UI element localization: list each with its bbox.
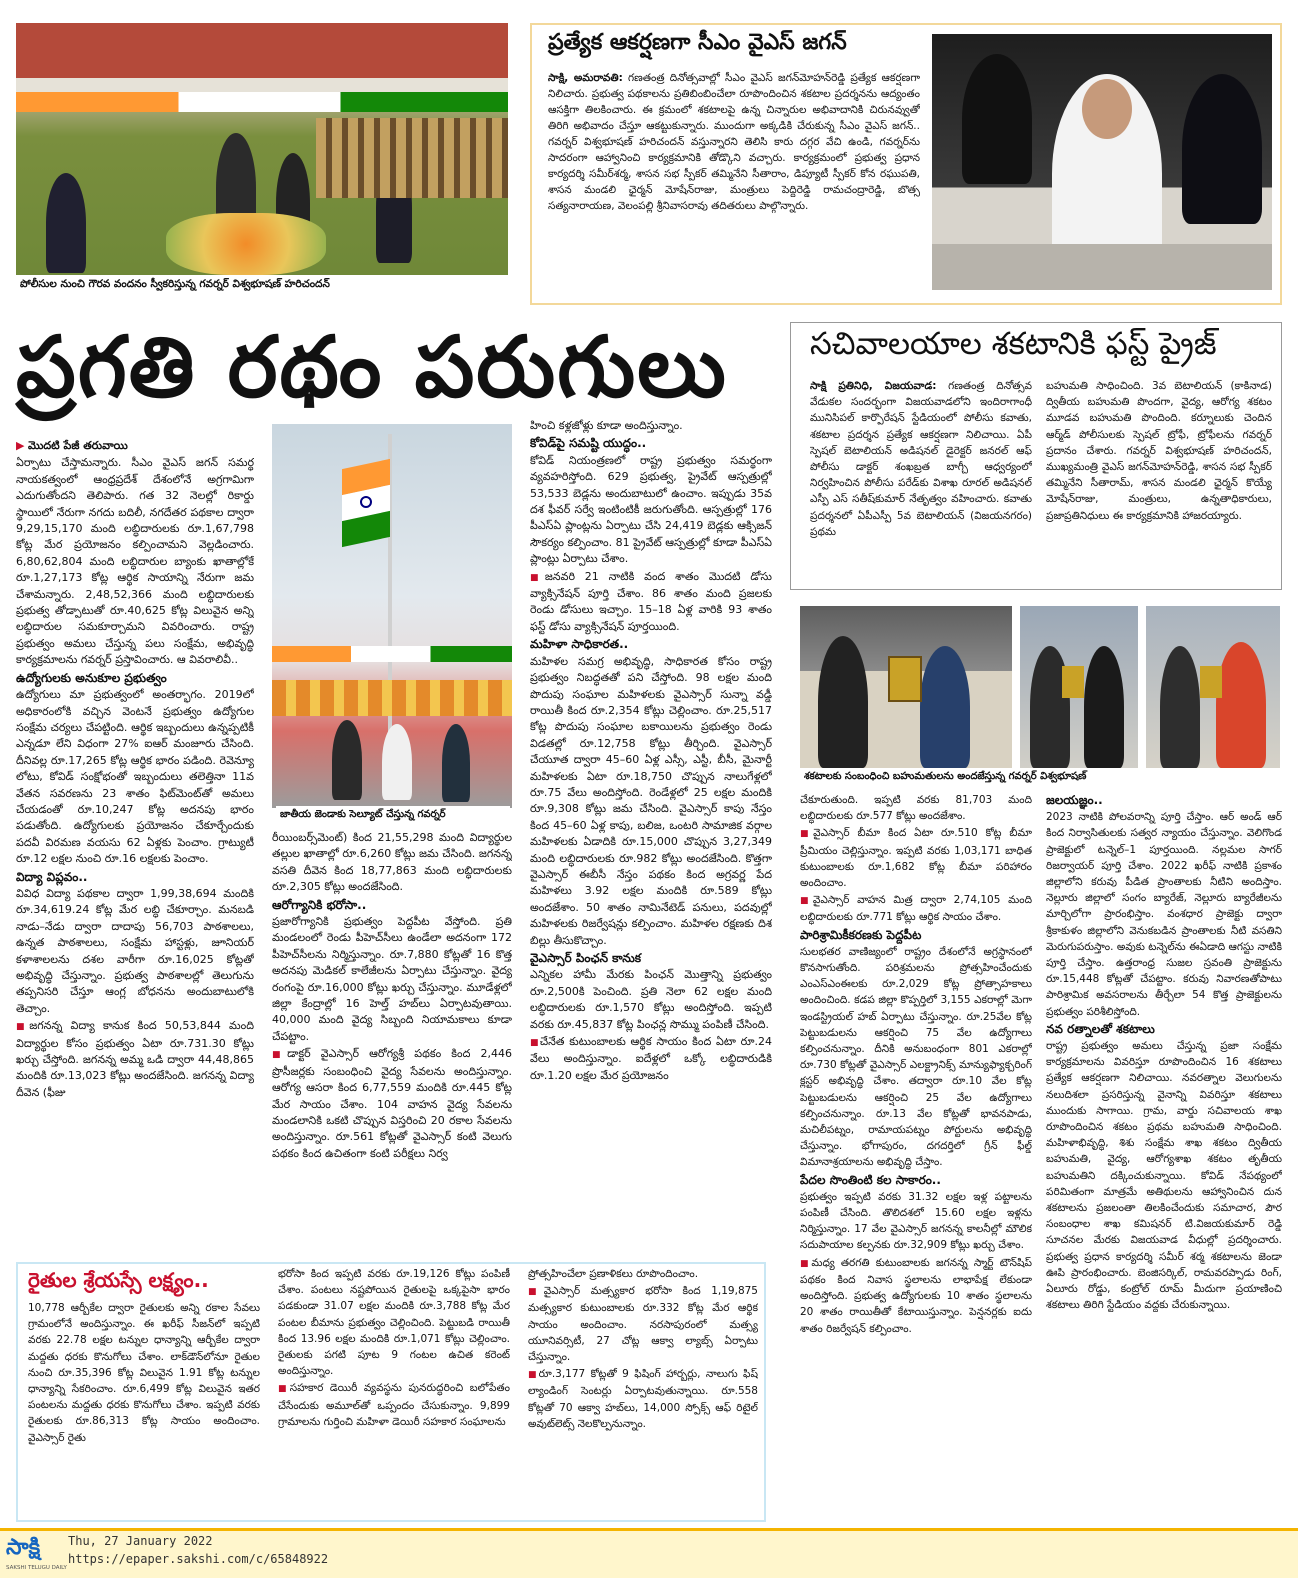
- prize-text-right: [1046, 378, 1272, 584]
- prize-left-body: గణతంత్ర దినోత్సవ వేడుకల సందర్భంగా విజయవాడలోని ఇందిరాగాంధీ మునిసిపల్ కార్పొరేషన్ స్టేడియంలో పోలీసు కవాతు, శకటాల ప్రదర్శన ప్రత్యేక ఆకర్షణగా నిలిచాయి. ఏపీ స్పెషల్ బెటాలియన్ అడిషనల్ డైరెక్టర్ జనరల్ ఆఫ్ పోలీసు డాక్టర్ శంఖబ్రత బాగ్చీ ఆధ్వర్యంలో నిర్వహించిన పోలీసు పరేడ్‌కు విశాఖ రూరల్ అడిషనల్ ఎస్పీ ఎస్ సతీష్‌కుమార్ నేతృత్వం వహించారు. కవాతు ప్రదర్శనలో ఏపీఎస్పీ 5వ బెటాలియన్ (విజయనగరం) ప్రథమ: [810, 380, 1032, 538]
- col4-bullet-para: ■ మధ్య తరగతి కుటుంబాలకు జగనన్న స్మార్ట్ టౌన్‌షిప్ పథకం కింద నివాస స్థలాలను లాభాపేక్ష లేకుండా అందిస్తోంది. ప్రభుత్వ ఉద్యోగులకు 10 శాతం స్థలాలను 20 శాతం రాయితీతో కేటాయిస్తున్నాం. పెన్షనర్లకు ఐదు శాతం రిజర్వేషన్ కల్పించాం.: [800, 1255, 1032, 1337]
- col4-bullet-para: ■ వైఎస్సార్ వాహన మిత్ర ద్వారా 2,74,105 మంది లబ్ధిదారులకు రూ.771 కోట్లు ఆర్థిక సాయం చేశాం.: [800, 892, 1032, 925]
- col1-para: ఉద్యోగులు మా ప్రభుత్వంలో అంతర్భాగం. 2019లో అధికారంలోకి వచ్చిన వెంటనే ప్రభుత్వం ఉద్యోగుల సంక్షేమ చర్యలు చేపట్టింది. ఆర్థిక ఇబ్బందులు ఉన్నప్పటికీ ఎన్నడూ లేని విధంగా 27% ఐఆర్ మంజూరు చేసింది. దీనివల్ల రూ.17,265 కోట్ల ఆర్థిక భారం పడింది. రెవెన్యూ లోటు, కోవిడ్ సంక్షోభంతో ఇబ్బందులు తలెత్తినా 11వ వేతన సవరణను 23 శాతం ఫిట్‌మెంట్‌తో అమలు చేయడంతో రూ.10,247 కోట్ల అదనపు భారం పడుతోంది. ఉద్యోగులకు ప్రయోజనం చేకూర్చేందుకు పదవీ విరమణ వయసు 62 ఏళ్లకు పెంచాం. గ్రాట్యుటీ రూ.12 లక్షల నుంచి రూ.16 లక్షలకు పెంచాం.: [16, 688, 254, 866]
- cm-photo: [932, 34, 1272, 290]
- col3-subhead: మహిళా సాధికారత..: [530, 637, 629, 652]
- farmers-col-3: [528, 1266, 758, 1518]
- col3-bullet-para: ■ చేనేత కుటుంబాలకు ఆర్థిక సాయం కింద ఏటా రూ.24 వేలు అందిస్తున్నాం. ఐదేళ్లలో ఒక్కో లబ్ధిదారుడికి రూ.1.20 లక్షల మేర ప్రయోజనం: [530, 1034, 772, 1084]
- col3-para: మహిళల సమగ్ర అభివృద్ధి, సాధికారత కోసం రాష్ట్ర ప్రభుత్వం నిబద్ధతతో పని చేస్తోంది. 98 లక్షల మంది పొదుపు సంఘాల మహిళలకు వైఎస్సార్ సున్నా వడ్డీ రాయితీ కింద రూ.2,354 కోట్లు చెల్లించాం. రూ.25,517 కోట్ల పొదుపు సంఘాల బకాయిలను ప్రభుత్వం రెండు విడతల్లో రూ.12,758 కోట్లు తీర్చింది. వైఎస్సార్ చేయూత ద్వారా 45–60 ఏళ్ల ఎస్సీ, ఎస్టీ, బీసీ, మైనార్టీ మహిళలకు ఏటా రూ.18,750 చొప్పున నాలుగేళ్లలో రూ.75 వేలు అందిస్తోంది. రెండేళ్లలో 25 లక్షల మందికి రూ.9,308 కోట్లు జమ చేసింది. వైఎస్సార్ కాపు నేస్తం కింద 45–60 ఏళ్ల కాపు, బలిజ, ఒంటరి సామాజిక వర్గాల మహిళలకు ఏడాదికి రూ.15,000 చొప్పున 3,27,349 మంది లబ్ధిదారులకు రూ.982 కోట్లు అందజేసింది. కొత్తగా వైఎస్సార్ ఈబీసీ నేస్తం పథకం కింద అగ్రవర్ణ పేద మహిళలు 3.92 లక్షల మందికి రూ.589 కోట్లు అందజేశాం. 50 శాతం నామినేటెడ్ పనులు, పదవుల్లో మహిళలకు రిజర్వేషన్లు కల్పించాం. మహిళల రక్షణకు దిశ బిల్లు తీసుకొచ్చాం.: [530, 654, 772, 947]
- edition-date: Thu, 27 January 2022: [68, 1534, 213, 1548]
- prize-headline: సచివాలయాల శకటానికి ఫస్ట్ ప్రైజ్: [810, 326, 1217, 362]
- farmers-bullet-para: ■ సహకార డెయిరీ వ్యవస్థను పునరుద్ధరించి బలోపేతం చేసేందుకు అమూల్‌తో ఒప్పందం చేసుకున్నాం. 9,899 గ్రామాలను గుర్తించి మహిళా డెయిరీ సహకార సంఘాలను: [278, 1380, 510, 1430]
- col1-para: వివిధ విద్యా పథకాల ద్వారా 1,99,38,694 మందికి రూ.34,619.24 కోట్ల మేర లబ్ధి చేకూర్చాం. మనబడి నాడు–నేడు ద్వారా దాదాపు 56,703 పాఠశాలలు, ఉన్నత పాఠశాలలు, సంక్షేమ హాస్టళ్లు, జూనియర్ కళాశాలలను దశల వారీగా రూ.16,025 కోట్లతో అభివృద్ధి చేస్తున్నాం. ప్రభుత్వ పాఠశాలల్లో తెలుగును తప్పనిసరి చేస్తూ ఆంగ్ల బోధనను అందుబాటులోకి తెచ్చాం.: [16, 886, 254, 1015]
- col4-bullet-para: ■ వైఎస్సార్ బీమా కింద ఏటా రూ.510 కోట్ల బీమా ప్రీమియం చెల్లిస్తున్నాం. ఇప్పటి వరకు 1,03,171 బాధిత కుటుంబాలకు రూ.1,682 కోట్ల బీమా పరిహారం అందించాం.: [800, 825, 1032, 891]
- article-column-1: ▶ మొదటి పేజీ తరువాయి ఏర్పాటు చేస్తామన్నారు. సీఎం వైఎస్ జగన్ సమర్థ నాయకత్వంలో ఆంధ్రప్రదేశ్ దేశంలోనే అగ్రగామిగా ఎదుగుతోందని తెలిపారు. గత 32 నెలల్లో రికార్డు స్థాయిలో నేరుగా నగదు బదిలీ, నగదేతర పథకాల ద్వారా 9,29,15,170 మంది లబ్ధిదారులకు రూ.1,67,798 కోట్ల మేర ప్రయోజనం కల్పించామని వెల్లడించారు. 6,80,62,804 మంది లబ్ధిదారుల బ్యాంకు ఖాతాల్లోకే రూ.1,27,173 కోట్ల ఆర్థిక సాయాన్ని నేరుగా జమ చేశామన్నారు. 2,48,52,366 మంది లబ్ధిదారులకు ప్రభుత్వ తోడ్పాటుతో రూ.40,625 కోట్ల విలువైన అన్ని లబ్ధిదారుల సమకూర్చామని వివరించారు. రాష్ట్ర ప్రభుత్వం అమలు చేస్తున్న పలు సంక్షేమ, అభివృద్ధి కార్యక్రమాలను గవర్నర్ ప్రస్తావించారు. ఆ వివరాలివీ.. ఉద్యోగులకు అనుకూల ప్రభుత్వం ఉద్యోగులు మా ప్రభుత్వంలో అంతర్భాగం. 2019లో అధికారంలోకి వచ్చిన వెంటనే ప్రభుత్వం ఉద్యోగుల సంక్షేమ చర్యలు చేపట్టింది. ఆర్థిక ఇబ్బందులు ఉన్నప్పటికీ ఎన్నడూ లేని విధంగా 27% ఐఆర్ మంజూరు చేసింది. దీనివల్ల రూ.17,265 కోట్ల ఆర్థిక భారం పడింది. రెవెన్యూ లోటు, కోవిడ్ సంక్షోభంతో ఇబ్బందులు తలెత్తినా 11వ వేతన సవరణను 23 శాతం ఫిట్‌మెంట్‌తో అమలు చేయడంతో రూ.10,247 కోట్ల అదనపు భారం పడుతోంది. ఉద్యోగులకు ప్రయోజనం చేకూర్చేందుకు పదవీ విరమణ వయసు 62 ఏళ్లకు పెంచాం. గ్రాట్యుటీ రూ.12 లక్షల నుంచి రూ.16 లక్షలకు పెంచాం. విద్యా విప్లవం.. వివిధ విద్యా పథకాల ద్వారా 1,99,38,694 మందికి రూ.34,619.24 కోట్ల మేర లబ్ధి చేకూర్చాం. మనబడి నాడు–నేడు ద్వారా దాదాపు 56,703 పాఠశాలలు, ఉన్నత పాఠశాలలు, సంక్షేమ హాస్టళ్లు, జూనియర్ కళాశాలలను దశల వారీగా రూ.16,025 కోట్లతో అభివృద్ధి చేస్తున్నాం. ప్రభుత్వ పాఠశాలల్లో తెలుగును తప్పనిసరి చేస్తూ ఆంగ్ల బోధనను అందుబాటులోకి తెచ్చాం. ■ జగనన్న విద్యా కానుక కింద 50,53,844 మంది విద్యార్థుల కోసం ప్రభుత్వం ఏటా రూ.731.30 కోట్లు ఖర్చు చేస్తోంది. జగనన్న అమ్మ ఒడి ద్వారా 44,48,865 మందికి రూ.13,023 కోట్లు అందజేసింది. జగనన్న విద్యా దీవెన (ఫీజు: [16, 438, 254, 1258]
- award-photo-1: [800, 606, 1012, 768]
- sakshi-logo[interactable]: [6, 1535, 67, 1571]
- cm-feature-text: [548, 70, 920, 300]
- col5-para: రాష్ట్ర ప్రభుత్వం అమలు చేస్తున్న ప్రజా సంక్షేమ కార్యక్రమాలను వివరిస్తూ రూపొందించిన 16 శకటాలు ప్రత్యేక ఆకర్షణగా నిలిచాయి. నవరత్నాల వెలుగులను నలుదిశలా ప్రసరిస్తున్న వైనాన్ని వివరిస్తూ శకటాలు ముందుకు సాగాయి. గ్రామ, వార్డు సచివాలయ శాఖ రూపొందించిన శకటం ప్రథమ బహుమతి సాధించింది. మహిళాభివృద్ధి, శిశు సంక్షేమ శాఖ శకటం ద్వితీయ బహుమతి, వైద్య, ఆరోగ్యశాఖ శకటం తృతీయ బహుమతిని దక్కించుకున్నాయి. కోవిడ్ నేపథ్యంలో పరిమితంగా మాత్రమే అతిథులను ఆహ్వానించిన దున శకటాలను ప్రజలంతా తిలకించేందుకు సమాచార, పౌర సంబంధాల శాఖ కమిషనర్ టి.విజయకుమార్ రెడ్డి సూచనల మేరకు విజయవాడ వీధుల్లో ప్రదర్శించారు. ప్రభుత్వ ప్రధాన కార్యదర్శి సమీర్ శర్మ శకటాలను జెండా ఊపి ప్రారంభించారు. బెంజిసర్కిల్, రామవరప్పాడు రింగ్, ఏలూరు రోడ్డు, కంట్రోల్ రూమ్ మీదుగా ప్రయాణించి శకటాలు తిరిగి స్టేడియం వద్దకు చేరుకున్నాయి.: [1046, 1040, 1282, 1312]
- col3-subhead: కోవిడ్‌పై సమష్టి యుద్ధం..: [530, 436, 647, 451]
- col5-subhead: నవ రత్నాలతో శకటాలు: [1046, 1021, 1155, 1036]
- col3-para: ఎన్నికల హామీ మేరకు పింఛన్ మొత్తాన్ని ప్రభుత్వం రూ.2,500కి పెంచింది. ప్రతి నెలా 62 లక్షల మంది లబ్ధిదారులకు రూ.1,570 కోట్లు అందిస్తోంది. ఇప్పటి వరకు రూ.45,837 కోట్ల పింఛన్ల సొమ్ము పంపిణీ చేసింది.: [530, 968, 772, 1031]
- flag-salute-caption: జాతీయ జెండాకు సెల్యూట్ చేస్తున్న గవర్నర్: [276, 806, 510, 824]
- cm-body: గణతంత్ర దినోత్సవాల్లో సీఎం వైఎస్ జగన్‌మోహన్‌రెడ్డి ప్రత్యేక ఆకర్షణగా నిలిచారు. ప్రభుత్వ పథకాలను ప్రతిబింబించేలా రూపొందించిన శకటాల ప్రదర్శనను ఆద్యంతం ఆసక్తిగా తిలకించారు. ఈ క్రమంలో శకటాలపై ఉన్న చిన్నారుల అభివాదానికి చిరునవ్వుతో తిరిగి అభివాదం చేస్తూ ఆకట్టుకున్నారు. ముందుగా అక్కడికి చేరుకున్న సీఎం వైఎస్ జగన్.. గవర్నర్ విశ్వభూషణ్ హరిచందన్ వస్తున్నారని తెలిసి కారు దగ్గర వేచి ఉండి, గవర్నర్‌ను సాదరంగా ఆహ్వానించి కార్యక్రమానికి తోడ్కొని వచ్చారు. కార్యక్రమంలో ప్రభుత్వ ప్రధాన కార్యదర్శి సమీర్‌శర్మ, శాసన సభ స్పీకర్ తమ్మినేని సీతారాం, డిప్యూటీ స్పీకర్ కోన రఘుపతి, శాసన మండలి ఛైర్మన్ మోషేన్‌రాజు, మంత్రులు పెద్దిరెడ్డి రామచంద్రారెడ్డి, బొత్స సత్యనారాయణ, వెలంపల్లి శ్రీనివాసరావు తదితరులు పాల్గొన్నారు.: [548, 72, 920, 212]
- col4-para: సులభతర వాణిజ్యంలో రాష్ట్రం దేశంలోనే అగ్రస్థానంలో కొనసాగుతోంది. పరిశ్రమలను ప్రోత్సహించేందుకు ఎంఎస్ఎంఈలకు రూ.2,029 కోట్ల ప్రోత్సాహకాలు అందించింది. కడప జిల్లా కొప్పర్తిలో 3,155 ఎకరాల్లో మెగా ఇండస్ట్రియల్ హబ్ ఏర్పాటు చేస్తున్నాం. రూ.25వేల కోట్ల పెట్టుబడులను ఆకర్షించి 75 వేల ఉద్యోగాలు కల్పించనున్నాం. దీనికి అనుబంధంగా 801 ఎకరాల్లో రూ.730 కోట్లతో వైఎస్సార్ ఎలక్ట్రానిక్స్ మాన్యుఫ్యాక్చరింగ్ క్లస్టర్ అభివృద్ధి చేశాం. తద్వారా రూ.10 వేల కోట్ల పెట్టుబడులను ఆకర్షించి 25 వేల ఉద్యోగాలు కల్పించనున్నాం. రూ.13 వేల కోట్లతో భావనపాడు, మచిలీపట్నం, రామాయపట్నం పోర్టులను అభివృద్ధి చేస్తున్నాం. భోగాపురం, దగదర్తిలో గ్రీన్ ఫీల్డ్ విమానాశ్రయాలను అభివృద్ధి చేస్తాం.: [800, 945, 1032, 1169]
- prize-dateline: సాక్షి ప్రతినిధి, విజయవాడ:: [810, 380, 937, 392]
- col3-para: కోవిడ్ నియంత్రణలో రాష్ట్ర ప్రభుత్వం సమర్థంగా వ్యవహరిస్తోంది. 629 ప్రభుత్వ, ప్రైవేట్ ఆస్పత్రుల్లో 53,533 బెడ్లను అందుబాటులో ఉంచాం. ఇప్పుడు 35వ దశ ఫీవర్ సర్వే ఇంటింటికీ జరుగుతోంది. ఆస్పత్రుల్లో 176 పీఎస్ఏ ప్లాంట్లను ఏర్పాటు చేసి 24,419 బెడ్లకు ఆక్సిజన్ సౌకర్యం కల్పించాం. 81 ప్రైవేట్ ఆస్పత్రుల్లో కూడా పీఎస్ఏ ప్లాంట్లు ఏర్పాటు చేశాం.: [530, 453, 772, 566]
- epaper-footer: [0, 1528, 1298, 1578]
- col4-para: ప్రభుత్వం ఇప్పటి వరకు 31.32 లక్షల ఇళ్ల పట్టాలను పంపిణీ చేసింది. తొలిదశలో 15.60 లక్షల ఇళ్లను నిర్మిస్తున్నాం. 17 వేల వైఎస్సార్ జగనన్న కాలనీల్లో మౌలిక సదుపాయాల కల్పనకు రూ.32,909 కోట్లు ఖర్చు చేశాం.: [800, 1190, 1032, 1252]
- col3-subhead: వైఎస్సార్ పింఛన్ కానుక: [530, 951, 642, 965]
- farmers-para: ప్రోత్సహించేలా ప్రణాళికలు రూపొందించాం.: [528, 1268, 699, 1280]
- farmers-para: 10,778 ఆర్బీకేల ద్వారా రైతులకు అన్ని రకాల సేవలు గ్రామంలోనే అందిస్తున్నాం. ఈ ఖరీఫ్ సీజన్‌లో ఇప్పటి వరకు 22.78 లక్షల టన్నుల ధాన్యాన్ని ఆర్బీకేల ద్వారా మద్దతు ధరకు కొనుగోలు చేశాం. లాక్‌డౌన్‌లోనూ రైతుల నుంచి రూ.35,396 కోట్ల విలువైన 1.91 కోట్ల టన్నుల ధాన్యాన్ని సేకరించాం. రూ.6,499 కోట్ల విలువైన ఇతర పంటలను మద్దతు ధరకు కొనుగోలు చేశాం. ఇప్పటి వరకు రైతులకు రూ.86,313 కోట్ల సాయం అందించాం. వైఎస్సార్ రైతు: [28, 1302, 260, 1444]
- farmers-bullet-para: ■ రూ.3,177 కోట్లతో 9 ఫిషింగ్ హార్బర్లు, నాలుగు ఫిష్ ల్యాండింగ్ సెంటర్లు ఏర్పాటవుతున్నాయి. రూ.558 కోట్లతో 70 ఆక్వా హబ్‌లు, 14,000 స్పోక్స్ ఆఫ్ రిటైల్ అవుట్‌లెట్స్ నెలకొల్పనున్నాం.: [528, 1366, 758, 1432]
- col1-bullet-para: ■ జగనన్న విద్యా కానుక కింద 50,53,844 మంది విద్యార్థుల కోసం ప్రభుత్వం ఏటా రూ.731.30 కోట్లు ఖర్చు చేస్తోంది. జగనన్న అమ్మ ఒడి ద్వారా 44,48,865 మందికి రూ.13,023 కోట్లు అందజేసింది. జగనన్న విద్యా దీవెన (ఫీజు: [16, 1018, 254, 1101]
- article-column-3: [530, 418, 772, 1256]
- award-photo-3: [1146, 606, 1280, 768]
- prize-right-body: బహుమతి సాధించింది. 3వ బెటాలియన్ (కాకినాడ) ద్వితీయ బహుమతి పొందగా, వైద్య, ఆరోగ్య శకటం మూడవ బహుమతి పొందింది. కర్నూలుకు చెందిన ఆర్మ్‌డ్ పోలీసులకు స్పెషల్ ట్రోఫీ, ట్రోఫీలను గవర్నర్ ప్రదానం చేశారు. గవర్నర్ విశ్వభూషణ్ హరిచందన్, ముఖ్యమంత్రి వైఎస్ జగన్‌మోహన్‌రెడ్డి, శాసన సభ స్పీకర్ తమ్మినేని సీతారామ్, శాసన మండలి ఛైర్మన్ కొయ్యే మోషేన్‌రాజు, మంత్రులు, ఉన్నతాధికారులు, ప్రజాప్రతినిధులు ఈ కార్యక్రమానికి హాజరయ్యారు.: [1046, 380, 1272, 522]
- col4-para: చేకూరుతుంది. ఇప్పటి వరకు 81,703 మంది లబ్ధిదారులకు రూ.577 కోట్లు అందజేశాం.: [800, 794, 1032, 823]
- col2-para: రీయింబర్స్‌మెంట్) కింద 21,55,298 మంది విద్యార్థుల తల్లుల ఖాతాల్లో రూ.6,260 కోట్లు జమ చేసింది. జగనన్న వసతి దీవెన కింద 18,77,863 మంది లబ్ధిదారులకు రూ.2,305 కోట్లు అందజేసింది.: [272, 831, 512, 894]
- col3-para: హించి కళ్లజోళ్లు కూడా అందిస్తున్నాం.: [530, 419, 683, 432]
- col1-subhead: విద్యా విప్లవం..: [16, 869, 88, 884]
- prize-text-left: [810, 378, 1032, 584]
- farmers-bullet-para: ■ వైఎస్సార్ మత్స్యకార భరోసా కింద 1,19,875 మత్స్యకార కుటుంబాలకు రూ.332 కోట్ల మేర ఆర్థిక సాయం అందించాం. నరసాపురంలో మత్స్య యూనివర్సిటీ, 27 చోట్ల ఆక్వా ల్యాబ్స్ ఏర్పాటు చేస్తున్నాం.: [528, 1283, 758, 1365]
- award-photo-2: [1020, 606, 1138, 768]
- logo-subtitle: SAKSHI TELUGU DAILY: [6, 1565, 67, 1571]
- farmers-col-2: [278, 1266, 510, 1518]
- cm-feature-title: ప్రత్యేక ఆకర్షణగా సీఎం వైఎస్ జగన్: [548, 30, 847, 55]
- col1-para: ఏర్పాటు చేస్తామన్నారు. సీఎం వైఎస్ జగన్ సమర్థ నాయకత్వంలో ఆంధ్రప్రదేశ్ దేశంలోనే అగ్రగామిగా ఎదుగుతోందని తెలిపారు. గత 32 నెలల్లో రికార్డు స్థాయిలో నేరుగా నగదు బదిలీ, నగదేతర పథకాల ద్వారా 9,29,15,170 మంది లబ్ధిదారులకు రూ.1,67,798 కోట్ల మేర ప్రయోజనం కల్పించామని వెల్లడించారు. 6,80,62,804 మంది లబ్ధిదారుల బ్యాంకు ఖాతాల్లోకే రూ.1,27,173 కోట్ల ఆర్థిక సాయాన్ని నేరుగా జమ చేశామన్నారు. 2,48,52,366 మంది లబ్ధిదారులకు ప్రభుత్వ తోడ్పాటుతో రూ.40,625 కోట్ల విలువైన అన్ని లబ్ధిదారుల సమకూర్చామని వివరించారు. రాష్ట్ర ప్రభుత్వం అమలు చేస్తున్న పలు సంక్షేమ, అభివృద్ధి కార్యక్రమాలను గవర్నర్ ప్రస్తావించారు. ఆ వివరాలివీ..: [16, 456, 254, 667]
- col4-subhead: పారిశ్రామికీకరణకు పెద్దపీట: [800, 927, 922, 942]
- article-column-5: [1046, 792, 1282, 1514]
- awards-caption: శకటాలకు సంబంధించి బహుమతులను అందజేస్తున్న గవర్నర్ విశ్వభూషణ్: [800, 768, 1280, 786]
- continued-label: మొదటి పేజీ తరువాయి: [27, 439, 128, 452]
- governor-guard-photo: [16, 23, 508, 275]
- farmers-col-1: [28, 1300, 260, 1518]
- cm-dateline: సాక్షి, అమరావతి:: [548, 72, 623, 84]
- col4-subhead: పేదల సొంతింటి కల సాకారం..: [800, 1172, 941, 1187]
- governor-guard-caption: పోలీసుల నుంచి గౌరవ వందనం స్వీకరిస్తున్న గవర్నర్ విశ్వభూషణ్ హరిచందన్: [16, 276, 508, 295]
- col5-subhead: జలయజ్ఞం..: [1046, 793, 1103, 807]
- col2-para: ప్రజారోగ్యానికి ప్రభుత్వం పెద్దపీట వేస్తోంది. ప్రతి మండలంలో రెండు పీహెచ్‌సీలు ఉండేలా అదనంగా 172 పీహెచ్‌సీలను నిర్మిస్తున్నాం. రూ.7,880 కోట్లతో 16 కొత్త అదనపు మెడికల్ కాలేజీలను ఏర్పాటు చేస్తున్నాం. వైద్య రంగంపై రూ.16,000 కోట్లు ఖర్చు చేస్తున్నాం. మూడేళ్లలో జిల్లా కేంద్రాల్లో 16 హెల్త్ హబ్‌లు ఏర్పాటవుతాయి. 40,000 మంది వైద్య సిబ్బంది నియామకాలు కూడా చేపట్టాం.: [272, 915, 512, 1043]
- logo-text: సాక్షి: [6, 1535, 41, 1560]
- flag-salute-photo: [272, 424, 512, 808]
- col5-para: 2023 నాటికి పోలవరాన్ని పూర్తి చేస్తాం. ఆర్ అండ్ ఆర్ కింద నిర్వాసితులకు సత్వర న్యాయం చేస్తున్నాం. వెలిగొండ ప్రాజెక్టులో టన్నెల్–1 పూర్తయింది. నల్లమల సాగర్ రిజర్వాయర్ పూర్తి చేశాం. 2022 ఖరీఫ్ నాటికి ప్రకాశం జిల్లాలోని కరువు పీడిత ప్రాంతాలకు నీటిని అందిస్తాం. నెల్లూరు జిల్లాలో సంగం బ్యారేజ్, నెల్లూరు బ్యారేజీలను మార్చిలోగా ప్రారంభిస్తాం. వంశధార ప్రాజెక్టు ద్వారా శ్రీకాకుళం జిల్లాలోని వెనుకబడిన ప్రాంతాలకు నీటి వసతిని మెరుగుపరుస్తాం. అవుకు టన్నెల్‌ను ఈఏడాది ఆగస్టు నాటికి పూర్తి చేస్తాం. ఉత్తరాంధ్ర సుజల స్రవంతి ప్రాజెక్టును రూ.15,448 కోట్లతో చేపట్టాం. కరువు నివారణతోపాటు పారిశ్రామిక అవసరాలను తీర్చేలా 54 కొత్త ప్రాజెక్టులను ప్రభుత్వం పరిశీలిస్తోంది.: [1046, 811, 1282, 1018]
- col2-subhead: ఆరోగ్యానికి భరోసా..: [272, 897, 367, 912]
- article-column-2: [272, 830, 512, 1250]
- main-headline: ప్రగతి రథం పరుగులు: [16, 318, 728, 416]
- farmers-headline: రైతుల శ్రేయస్సే లక్ష్యం..: [28, 1268, 209, 1292]
- article-column-4: [800, 792, 1032, 1514]
- col1-subhead: ఉద్యోగులకు అనుకూల ప్రభుత్వం: [16, 670, 167, 685]
- farmers-para: భరోసా కింద ఇప్పటి వరకు రూ.19,126 కోట్లు పంపిణీ చేశాం. పంటలు నష్టపోయిన రైతులపై ఒక్కపైసా భారం పడకుండా 31.07 లక్షల మందికి రూ.3,788 కోట్ల మేర పంటల బీమాను ప్రభుత్వం చెల్లించింది. పెట్టుబడి రాయితీ కింద 13.96 లక్షల మందికి రూ.1,071 కోట్లు చెల్లించాం. రైతులకు పగటి పూట 9 గంటల ఉచిత కరెంట్ అందిస్తున్నాం.: [278, 1268, 510, 1378]
- edition-url[interactable]: https://epaper.sakshi.com/c/65848922: [68, 1552, 329, 1566]
- col3-bullet-para: ■ జనవరి 21 నాటికి వంద శాతం మొదటి డోసు వ్యాక్సినేషన్ పూర్తి చేశాం. 86 శాతం మంది ప్రజలకు రెండు డోసులు ఇచ్చాం. 15–18 ఏళ్ల వారికి 93 శాతం ఫస్ట్ డోసు వ్యాక్సినేషన్ పూర్తయింది.: [530, 569, 772, 636]
- col2-bullet-para: ■ డాక్టర్ వైఎస్సార్ ఆరోగ్యశ్రీ పథకం కింద 2,446 ప్రొసీజర్లకు సంబంధించి వైద్య సేవలను అందిస్తున్నాం. ఆరోగ్య ఆసరా కింద 6,77,559 మందికి రూ.445 కోట్ల మేర సాయం చేశాం. 104 వాహన వైద్య సేవలను మండలానికి ఒకటి చొప్పున విస్తరించి 20 రకాల సేవలను అందిస్తున్నాం. రూ.561 కోట్లతో వైఎస్సార్ కంటి వెలుగు పథకం కింద ఉచితంగా కంటి పరీక్షలు నిర్వ: [272, 1046, 512, 1162]
